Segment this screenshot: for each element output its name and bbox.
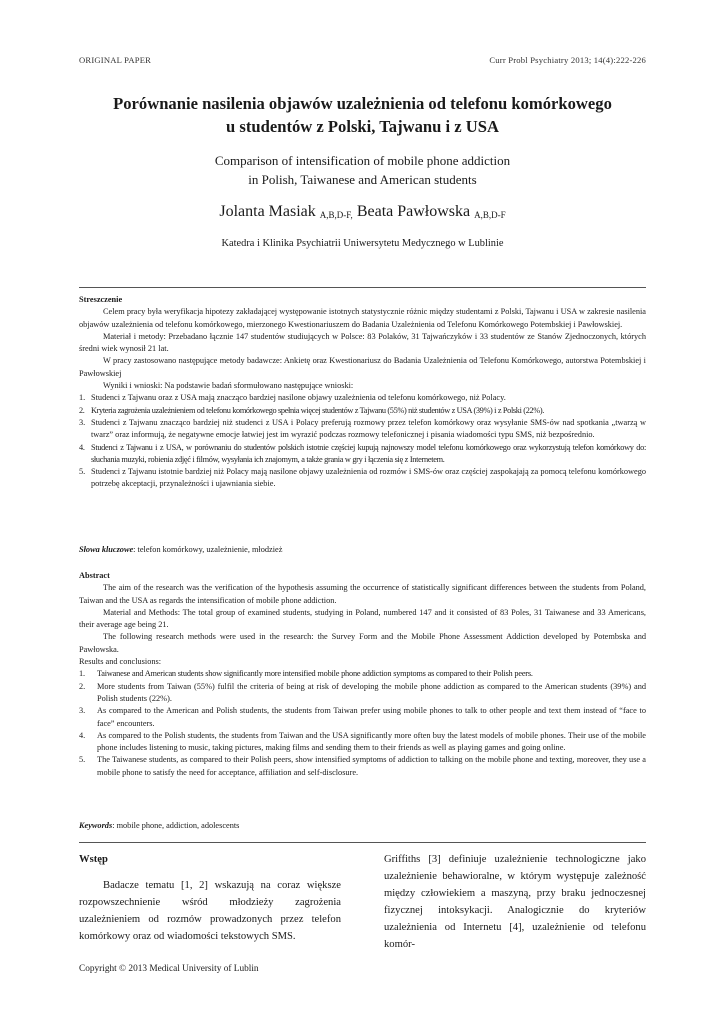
paragraph: The following research methods were used in the research: the Survey Form and the Mobile Phone Assessment Addiction developed by Potembska and Pawłowska. [79,632,646,654]
divider [79,842,646,843]
author-name: Jolanta Masiak [219,203,316,220]
author-contribution: A,B,D-F [474,210,506,220]
journal-citation: Curr Probl Psychiatry 2013; 14(4):222-226 [489,55,646,65]
conclusions-list [79,392,646,490]
author-contribution: A,B,D-F, [319,210,353,220]
list-item: 3. Studenci z Tajwanu znacząco bardziej niż studenci z USA i Polacy preferują rozmowy przez telefon komórkowy oraz wysyłanie SMS-ów nad spotkania „twarzą w twarz” oraz informują, że negatywne emocje łatwiej jest im wyrazić podczas rozmowy telefonicznej i pisania wiadomości typu SMS, niż bezpośrednio. [79,417,646,440]
running-header [79,55,646,65]
author-name: Beata Pawłowska [356,203,471,220]
section-heading: Wstęp [79,854,108,865]
list-item: 4. Studenci z Tajwanu i z USA, w porównaniu do studentów polskich istotnie częściej kupują najnowszy model telefonu komórkowego oraz wykorzystują telefon komórkowy do: słuchania muzyki, robienia zdjęć i filmów, wysyłania ich znajomym, a także grania w gry i łączenia się z Internetem. [79,442,646,464]
list-item: 5. Studenci z Tajwanu istotnie bardziej niż Polacy mają nasilone objawy uzależnienia od rozmów i SMS-ów oraz częściej zaspokajają za pomocą telefonu komórkowego potrzebę akceptacji, przynależności i ujawniania siebie. [79,467,646,489]
paragraph: Badacze tematu [1, 2] wskazują na coraz większe rozpowszechnienie wśród młodzieży zagrożenia uzależnieniem od rozmów prowadzonych przez telefon komórkowy oraz od wiadomości tekstowych SMS. [79,880,341,942]
paragraph: Materiał i metody: Przebadano łącznie 147 studentów studiujących w Polsce: 83 Polaków, 31 Tajwańczyków i 33 studentów ze Stanów Zjednoczonych, których średni wiek wynosił 21 lat. [79,331,646,354]
section-heading: Streszczenie [79,295,123,304]
paper-title-polish [79,92,646,138]
affiliation: Katedra i Klinika Psychiatrii Uniwersytetu Medycznego w Lublinie [221,238,504,249]
paragraph: Celem pracy była weryfikacja hipotezy zakładającej występowanie istotnych statystycznie różnic między studentami z Polski, Tajwanu i USA w zakresie nasilenia objawów uzależnienia od telefonu komórkowego, mierzonego Kwestionariuszem do Badania Uzależnienia od Telefonu Komórkowego Potembskiej i Pawłowskiej. [79,307,646,329]
subtitle-line-1: Comparison of intensification of mobile phone addiction [214,153,511,168]
section-heading: Abstract [79,571,110,580]
article-type: ORIGINAL PAPER [79,55,152,65]
paragraph: Results and conclusions: [79,657,162,667]
list-item: 1. Taiwanese and American students show significantly more intensified mobile phone addiction symptoms as compared to their Polish peers. [79,669,533,679]
paragraph: The aim of the research was the verification of the hypothesis assuming the occurrence of statistically significant differences between the students from Poland, Taiwan and the USA as regards the intensification of mobile phone addiction. [79,583,646,605]
list-item: 5. The Taiwanese students, as compared to their Polish peers, show intensified symptoms of addiction to talking on the mobile phone and texting, moreover, they use a mobile phone to satisfy the need for acceptance, affiliation and self-disclosure. [79,755,646,777]
body-column-left [79,851,341,945]
list-item: 3. As compared to the American and Polish students, the students from Taiwan prefer using mobile phones to talk to other people and text them instead of “face to face” encounters. [79,706,646,728]
paper-title-english [79,151,646,189]
paragraph: Wyniki i wnioski: Na podstawie badań sformułowano następujące wnioski: [103,381,354,391]
list-item: 4. As compared to the Polish students, the students from Taiwan and the USA significantly more often buy the latest models of mobile phones. Their use of the mobile phone includes listening to music, taking pictures, making films and sending them to their friends as well as playing games and going online. [79,730,646,753]
subtitle-line-2: in Polish, Taiwanese and American students [248,172,477,187]
paragraph: Griffiths [3] definiuje uzależnienie technologiczne jako uzależnienie behawioralne, w którym występuje zależność między człowiekiem a maszyną, przy braku jednoczesnej fizycznej intoksykacji. Analogicznie do kryteriów uzależnienia od Internetu [4], uzależnienie od telefonu komór- [384,854,646,950]
body-column-right [384,851,646,953]
list-item: 1. Studenci z Tajwanu oraz z USA mają znacząco bardziej nasilone objawy uzależnienia od telefonu komórkowego, niż Polacy. [79,393,506,403]
authors [79,203,646,221]
divider [79,287,646,288]
title-line-1: Porównanie nasilenia objawów uzależnienia od telefonu komórkowego [113,94,612,113]
paragraph: Material and Methods: The total group of examined students, studying in Poland, numbered 147 and it consisted of 83 Poles, 31 Taiwanese and 33 Americans, their average age being 21. [79,607,646,630]
results-list [79,668,646,779]
abstract-section [79,570,646,779]
slowa-kluczowe: Słowa kluczowe: telefon komórkowy, uzależnienie, młodzież [79,545,283,554]
list-item: 2. More students from Taiwan (55%) fulfil the criteria of being at risk of developing the mobile phone addiction as compared to the American students (39%) and Polish students (22%). [79,681,646,703]
streszczenie-section [79,294,646,491]
copyright-footer: Copyright © 2013 Medical University of Lublin [79,964,259,974]
title-line-2: u studentów z Polski, Tajwanu i z USA [226,117,499,136]
list-item: 2. Kryteria zagrożenia uzależnieniem od telefonu komórkowego spełnia więcej studentów z Tajwanu (55%) niż studentów z USA (39%) i z Polski (22%). [79,405,544,415]
keywords: Keywords: mobile phone, addiction, adolescents [79,821,240,830]
paragraph: W pracy zastosowano następujące metody badawcze: Ankietę oraz Kwestionariusz do Badania Uzależnienia od Telefonu Komórkowego, autorstwa Potembskiej i Pawłowskiej [79,356,646,378]
